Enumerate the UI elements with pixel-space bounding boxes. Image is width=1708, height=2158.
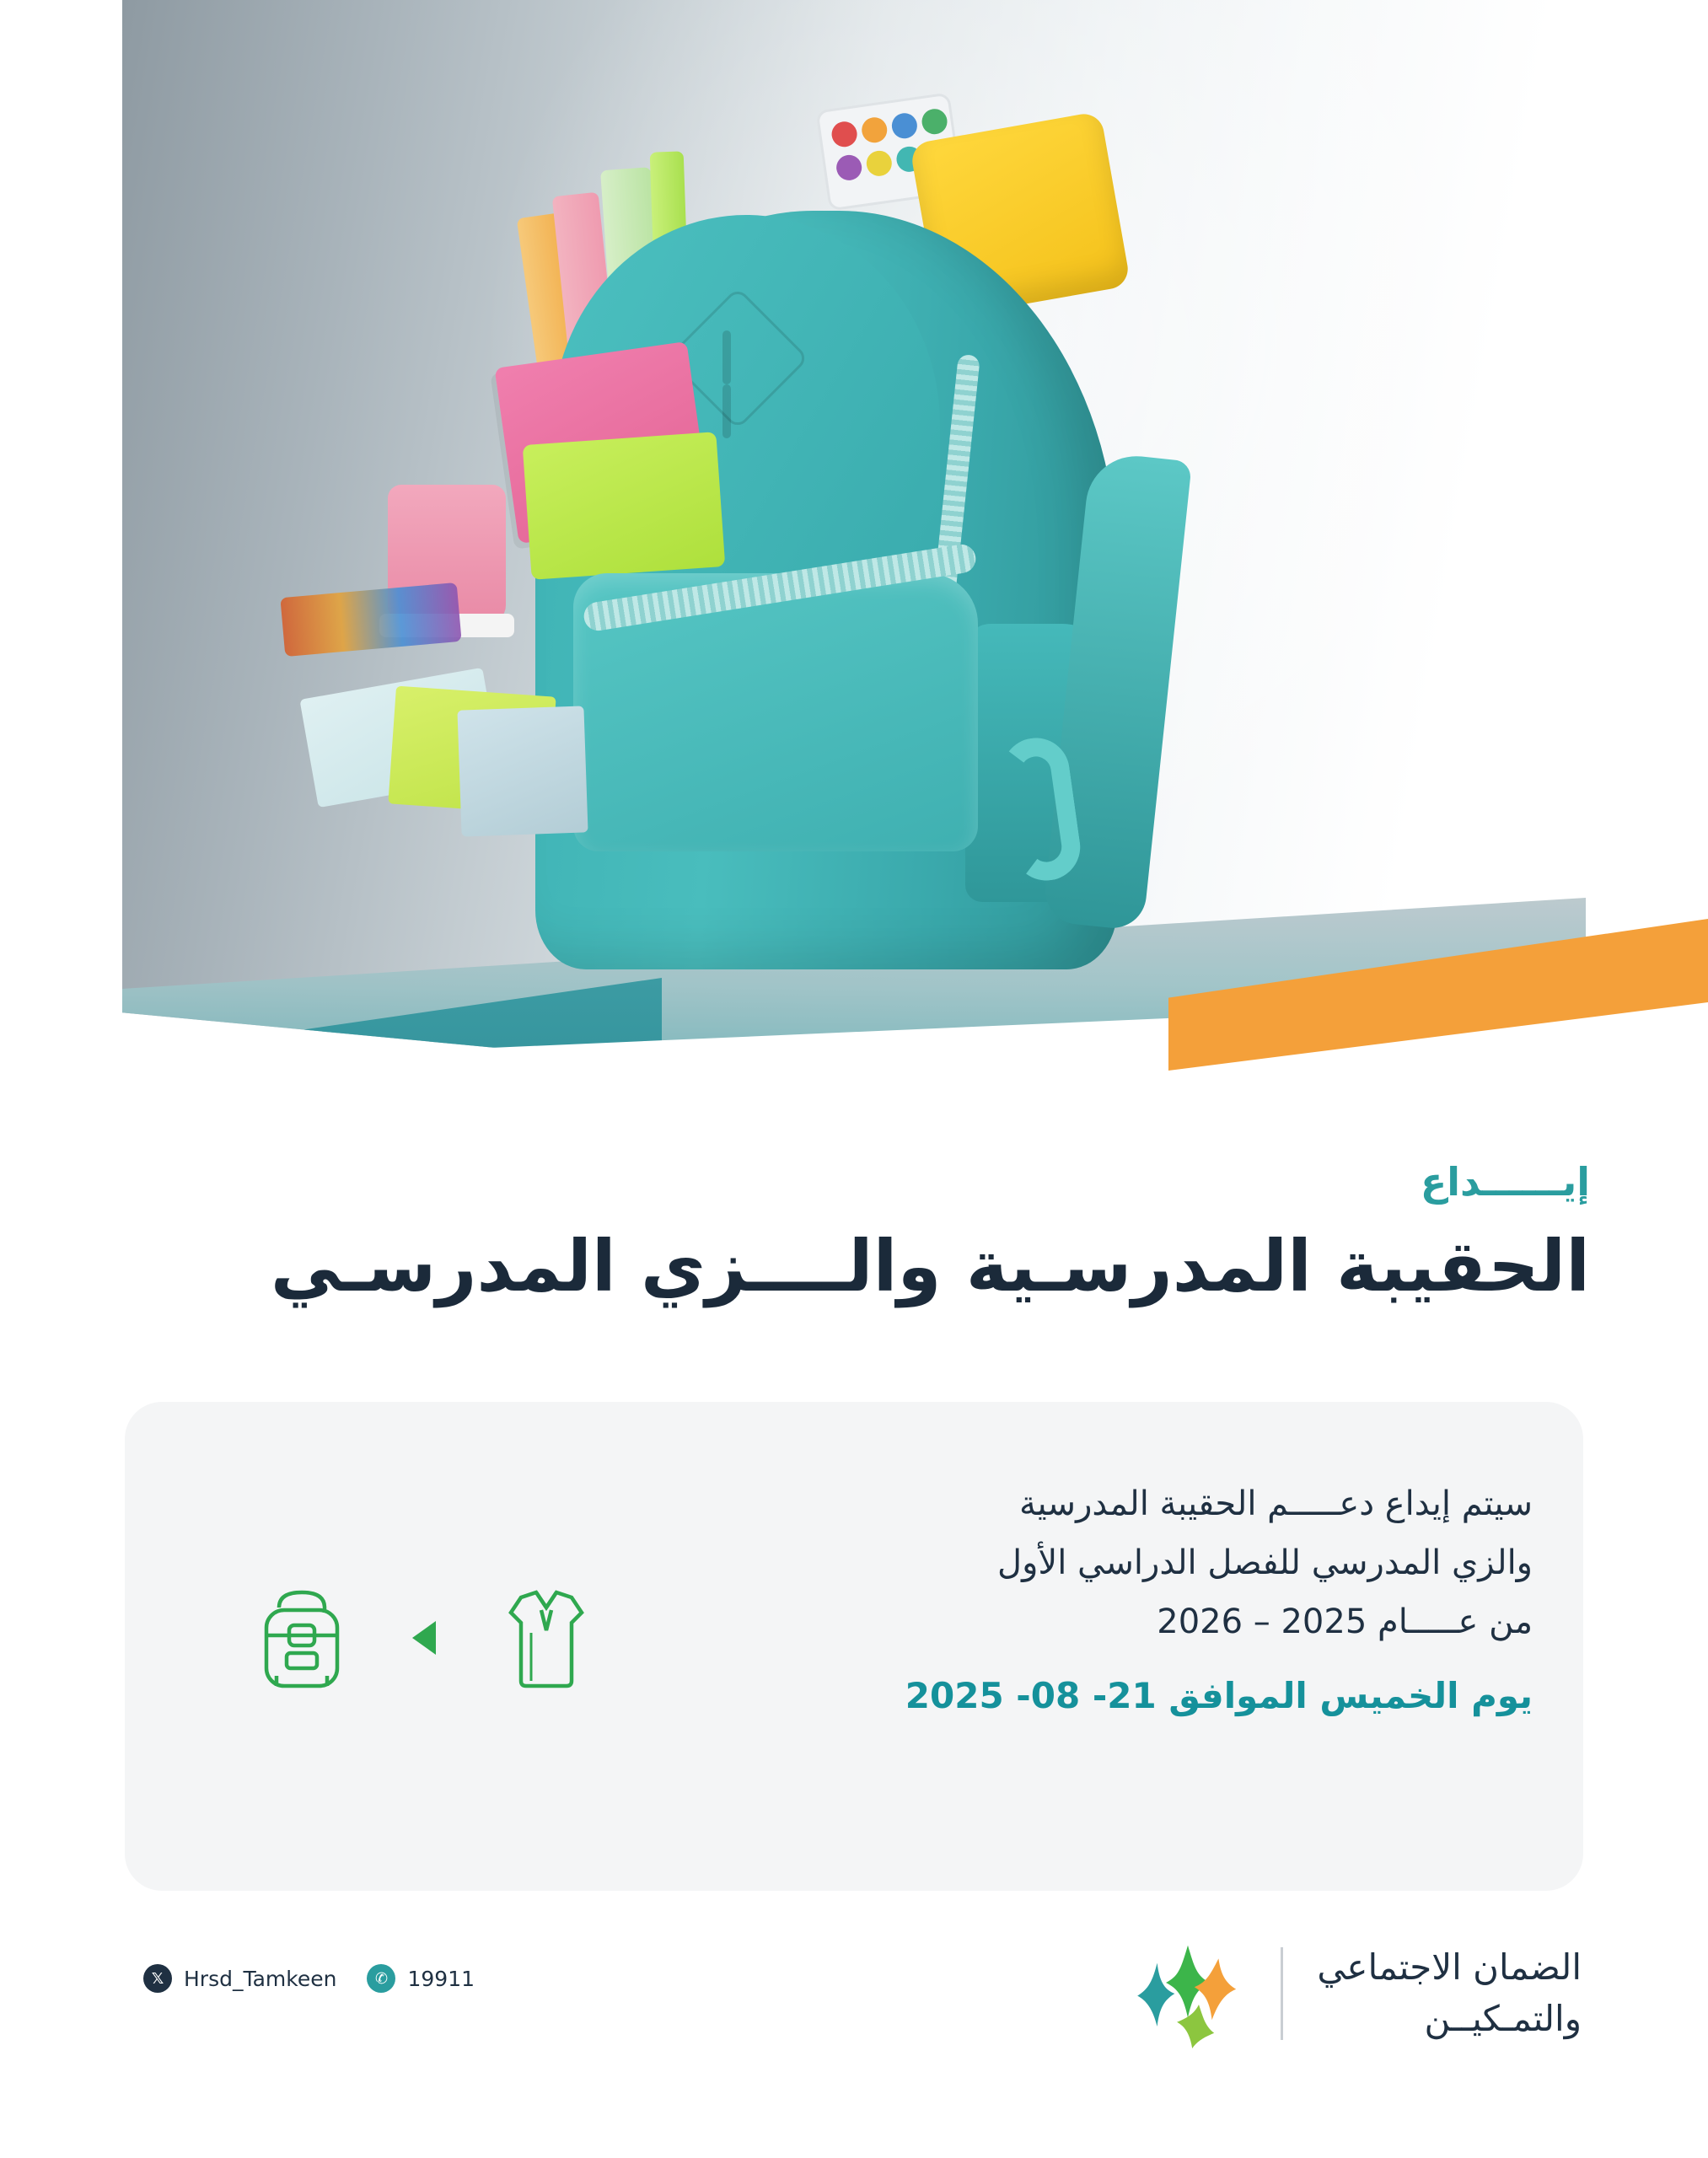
phone-icon: ✆ — [367, 1964, 395, 1993]
paper-sheet-grey — [457, 706, 588, 836]
page-title: الحقيبة المدرسـية والــــزي المدرسـي — [270, 1225, 1590, 1307]
info-card-text — [681, 1474, 1533, 1727]
phone-number: 19911 — [407, 1966, 475, 1991]
footer — [0, 1939, 1708, 2107]
tamkeen-logo-icon — [1129, 1939, 1247, 2048]
info-line-1: سيتم إيداع دعـــــم الحقيبة المدرسية — [1019, 1484, 1533, 1523]
eyebrow-label: إيــــــداع — [1420, 1159, 1590, 1205]
deposit-date: يوم الخميس الموافق 21- 08- 2025 — [905, 1675, 1533, 1716]
brand-line-1: الضمان الاجتماعي — [1317, 1946, 1582, 1989]
marker-set — [280, 582, 461, 657]
x-twitter-icon: 𝕏 — [143, 1964, 172, 1993]
social-item-x[interactable] — [143, 1964, 336, 1993]
backpack-bars-detail — [722, 330, 756, 384]
backpack-icon — [239, 1575, 365, 1701]
brand-name — [1317, 1942, 1582, 2045]
social-item-phone[interactable] — [367, 1964, 475, 1993]
uniform-shirt-icon — [483, 1575, 610, 1701]
social-handle: Hrsd_Tamkeen — [184, 1966, 337, 1991]
icon-group — [226, 1554, 622, 1722]
notebook-green — [523, 432, 726, 580]
info-line-3: من عـــــام 2025 – 2026 — [1157, 1602, 1533, 1641]
social-links — [143, 1964, 475, 1993]
info-line-2: والزي المدرسي للفصل الدراسي الأول — [997, 1543, 1533, 1582]
brand-divider — [1281, 1947, 1283, 2040]
backpack-illustration — [426, 101, 1311, 1054]
info-card — [125, 1402, 1583, 1891]
arrow-left-icon — [412, 1621, 436, 1655]
brand-lockup — [1129, 1939, 1582, 2048]
brand-line-2: والتمـكيــن — [1424, 1998, 1582, 2039]
